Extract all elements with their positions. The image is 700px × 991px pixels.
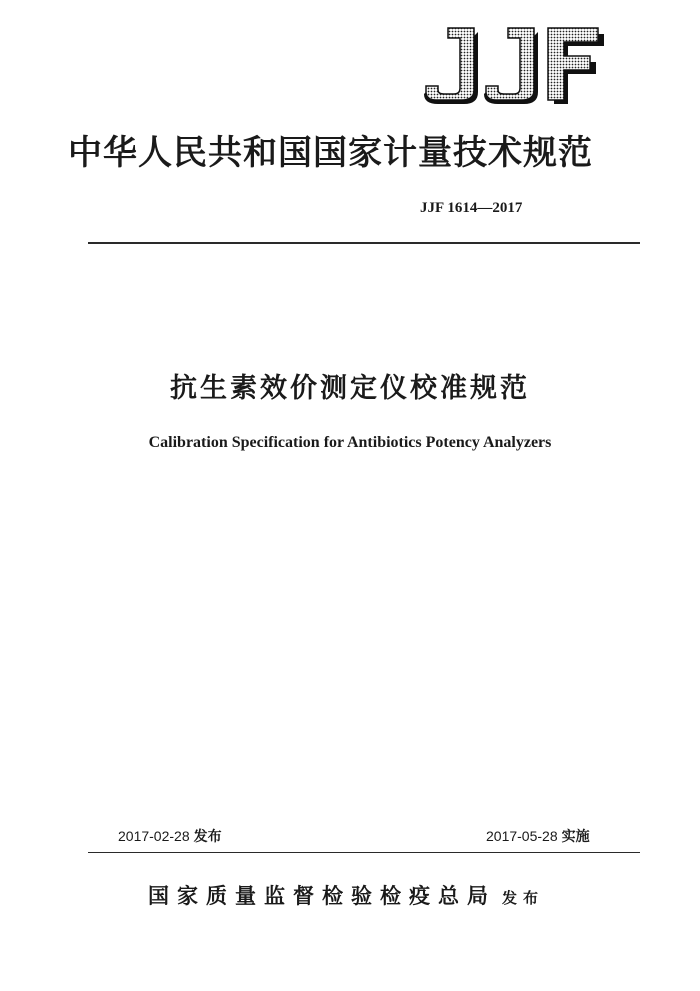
- effective-date: 2017-05-28: [486, 828, 558, 844]
- publisher-line: [148, 880, 544, 910]
- top-divider: [88, 242, 640, 244]
- document-title-english: Calibration Specification for Antibiotics Potency Analyzers: [148, 434, 552, 451]
- issue-label: 发布: [193, 828, 222, 844]
- publisher-action: 发布: [502, 889, 545, 907]
- issue-date-line: [118, 826, 222, 846]
- publisher-name: 国家质量监督检验检疫总局: [148, 883, 496, 908]
- logo-letter-j-2: [484, 28, 538, 104]
- jjf-logo-graphic: [418, 24, 608, 104]
- document-title-chinese: 抗生素效价测定仪校准规范: [170, 373, 530, 404]
- effective-date-line: [486, 826, 590, 846]
- issue-date: 2017-02-28: [118, 828, 190, 844]
- bottom-divider: [88, 852, 640, 853]
- issuing-authority-title: 中华人民共和国国家计量技术规范: [68, 133, 593, 173]
- jjf-logo: [418, 24, 608, 104]
- standard-code: JJF 1614—2017: [420, 200, 523, 216]
- logo-letter-j-1: [424, 28, 478, 104]
- effective-label: 实施: [561, 828, 590, 844]
- logo-letter-f: [548, 28, 604, 104]
